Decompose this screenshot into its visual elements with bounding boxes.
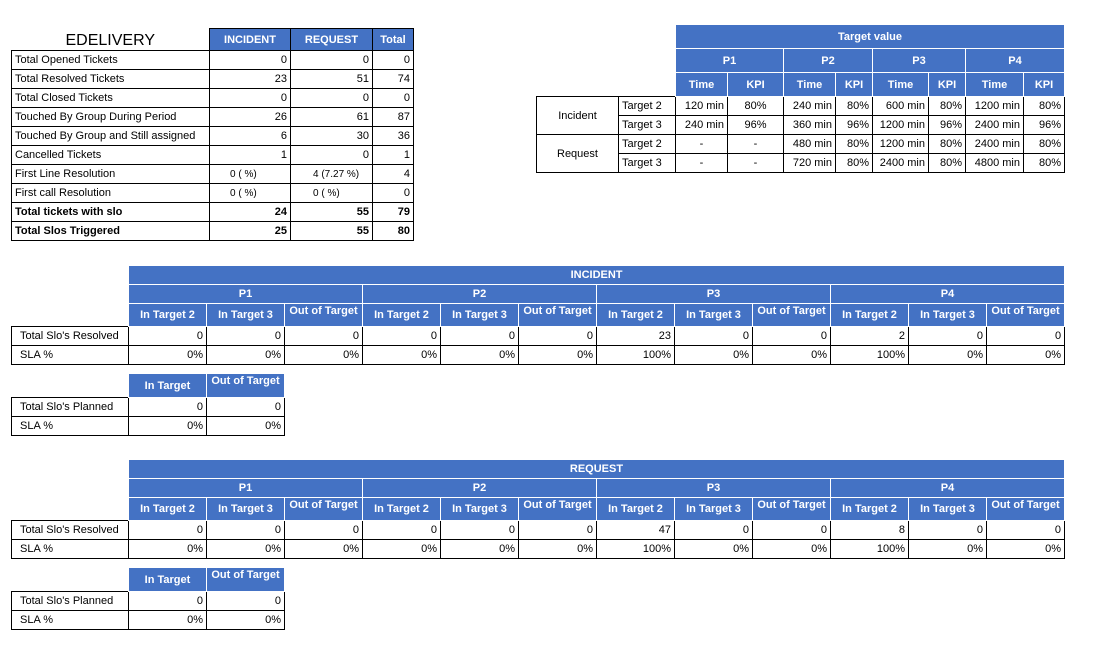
sla-table-request [11, 459, 1065, 559]
incident-value: 0 [210, 51, 291, 70]
target-kpi: 80% [728, 97, 784, 116]
sla-value: 0% [129, 346, 207, 365]
total-value: 0 [373, 89, 414, 108]
incident-value: 0 [210, 89, 291, 108]
kpi-header: KPI [1024, 73, 1065, 97]
resolved-value: 8 [831, 521, 909, 540]
request-value: 4 (7.27 %) [291, 165, 373, 184]
resolved-value: 0 [207, 327, 285, 346]
sla-subheader: Out of Target [987, 498, 1065, 521]
sla-subheader: In Target 2 [831, 304, 909, 327]
resolved-value: 47 [597, 521, 675, 540]
summary-row [12, 184, 414, 203]
sla-value: 100% [597, 540, 675, 559]
incident-value: 0 ( %) [210, 165, 291, 184]
resolved-value: 0 [519, 327, 597, 346]
sla-value: 100% [597, 346, 675, 365]
sla-subheader: Out of Target [987, 304, 1065, 327]
sla-priority-header: P2 [363, 285, 597, 304]
planned-sla-label: SLA % [12, 417, 129, 436]
header-total: Total [373, 29, 414, 51]
row-label: Total Slos Triggered [12, 222, 210, 241]
target-time: 2400 min [873, 154, 929, 173]
total-value: 79 [373, 203, 414, 222]
sla-subheader: In Target 2 [129, 304, 207, 327]
row-label: Total tickets with slo [12, 203, 210, 222]
resolved-value: 0 [207, 521, 285, 540]
target-blank [537, 73, 676, 97]
planned-sla-label: SLA % [12, 611, 129, 630]
planned-header: In Target [129, 568, 207, 592]
sla-value: 0% [753, 346, 831, 365]
resolved-value: 0 [441, 521, 519, 540]
sla-subheader: Out of Target [753, 498, 831, 521]
target-kpi: 80% [1024, 97, 1065, 116]
target-blank [537, 49, 676, 73]
target-kpi: 96% [728, 116, 784, 135]
target-title: Target value [676, 25, 1065, 49]
total-value: 36 [373, 127, 414, 146]
time-header: Time [873, 73, 929, 97]
kpi-header: KPI [728, 73, 784, 97]
target-level: Target 2 [619, 135, 676, 154]
request-value: 0 [291, 51, 373, 70]
planned-table-request [11, 567, 285, 630]
sla-blank [12, 498, 129, 521]
planned-header: Out of Target [207, 374, 285, 398]
resolved-value: 0 [987, 521, 1065, 540]
target-level: Target 3 [619, 116, 676, 135]
incident-value: 0 ( %) [210, 184, 291, 203]
sla-value: 0% [207, 346, 285, 365]
resolved-value: 2 [831, 327, 909, 346]
resolved-label: Total Slo's Resolved [12, 521, 129, 540]
sla-subheader: In Target 3 [441, 304, 519, 327]
resolved-value: 0 [129, 327, 207, 346]
total-value: 1 [373, 146, 414, 165]
planned-table-incident [11, 373, 285, 436]
sla-value: 100% [831, 346, 909, 365]
row-label: Cancelled Tickets [12, 146, 210, 165]
planned-sla-value: 0% [129, 611, 207, 630]
time-header: Time [966, 73, 1024, 97]
sla-blank [12, 285, 129, 304]
summary-row [12, 222, 414, 241]
header-incident: INCIDENT [210, 29, 291, 51]
row-label: Touched By Group During Period [12, 108, 210, 127]
sla-priority-header: P4 [831, 479, 1065, 498]
target-time: 240 min [784, 97, 836, 116]
target-kpi: 80% [929, 97, 966, 116]
report-title: EDELIVERY [65, 32, 156, 49]
header-request: REQUEST [291, 29, 373, 51]
sla-subheader: Out of Target [519, 498, 597, 521]
resolved-value: 0 [363, 327, 441, 346]
row-label: Total Resolved Tickets [12, 70, 210, 89]
sla-value: 100% [831, 540, 909, 559]
sla-value: 0% [909, 540, 987, 559]
sla-subheader: In Target 2 [363, 498, 441, 521]
incident-value: 26 [210, 108, 291, 127]
incident-value: 25 [210, 222, 291, 241]
target-kpi: 80% [836, 97, 873, 116]
total-value: 4 [373, 165, 414, 184]
row-label: Touched By Group and Still assigned [12, 127, 210, 146]
sla-label: SLA % [12, 346, 129, 365]
sla-subheader: Out of Target [753, 304, 831, 327]
target-group-label: Request [537, 135, 619, 173]
target-time: 1200 min [966, 97, 1024, 116]
sla-value: 0% [519, 346, 597, 365]
request-value: 30 [291, 127, 373, 146]
target-level: Target 3 [619, 154, 676, 173]
total-value: 80 [373, 222, 414, 241]
resolved-value: 0 [441, 327, 519, 346]
row-label: Total Closed Tickets [12, 89, 210, 108]
target-kpi: 80% [836, 135, 873, 154]
total-value: 74 [373, 70, 414, 89]
row-label: First call Resolution [12, 184, 210, 203]
sla-blank [12, 460, 129, 479]
sla-value: 0% [207, 540, 285, 559]
target-time: 720 min [784, 154, 836, 173]
summary-row [12, 203, 414, 222]
target-priority: P1 [676, 49, 784, 73]
target-kpi: 80% [1024, 154, 1065, 173]
target-kpi: 96% [1024, 116, 1065, 135]
planned-value: 0 [129, 398, 207, 417]
planned-value: 0 [129, 592, 207, 611]
sla-blank [12, 479, 129, 498]
sla-value: 0% [753, 540, 831, 559]
sla-value: 0% [285, 346, 363, 365]
sla-label: SLA % [12, 540, 129, 559]
resolved-label: Total Slo's Resolved [12, 327, 129, 346]
incident-value: 6 [210, 127, 291, 146]
summary-table [11, 28, 414, 241]
target-row [537, 97, 1065, 116]
target-priority: P2 [784, 49, 873, 73]
target-level: Target 2 [619, 97, 676, 116]
planned-label: Total Slo's Planned [12, 592, 129, 611]
kpi-header: KPI [836, 73, 873, 97]
target-time: - [676, 154, 728, 173]
incident-value: 23 [210, 70, 291, 89]
target-priority: P4 [966, 49, 1065, 73]
sla-value: 0% [909, 346, 987, 365]
planned-blank [12, 374, 129, 398]
sla-subheader: In Target 2 [597, 498, 675, 521]
sla-priority-header: P2 [363, 479, 597, 498]
sla-subheader: Out of Target [285, 498, 363, 521]
sla-value: 0% [363, 346, 441, 365]
resolved-value: 0 [675, 327, 753, 346]
incident-value: 1 [210, 146, 291, 165]
sla-priority-header: P1 [129, 479, 363, 498]
planned-sla-value: 0% [207, 611, 285, 630]
planned-header: In Target [129, 374, 207, 398]
target-time: 1200 min [873, 116, 929, 135]
resolved-value: 0 [363, 521, 441, 540]
resolved-value: 0 [753, 521, 831, 540]
sla-priority-header: P3 [597, 285, 831, 304]
time-header: Time [676, 73, 728, 97]
target-time: 600 min [873, 97, 929, 116]
summary-row [12, 89, 414, 108]
sla-subheader: In Target 3 [909, 304, 987, 327]
sla-value: 0% [441, 540, 519, 559]
sla-subheader: In Target 3 [675, 304, 753, 327]
sla-subheader: In Target 2 [597, 304, 675, 327]
resolved-value: 23 [597, 327, 675, 346]
resolved-value: 0 [519, 521, 597, 540]
request-value: 55 [291, 222, 373, 241]
total-value: 87 [373, 108, 414, 127]
summary-row [12, 51, 414, 70]
target-time: 480 min [784, 135, 836, 154]
sla-priority-header: P3 [597, 479, 831, 498]
target-kpi: 80% [1024, 135, 1065, 154]
sla-subheader: In Target 2 [363, 304, 441, 327]
sla-value: 0% [987, 346, 1065, 365]
target-time: 120 min [676, 97, 728, 116]
resolved-value: 0 [675, 521, 753, 540]
sla-subheader: In Target 2 [831, 498, 909, 521]
request-value: 0 ( %) [291, 184, 373, 203]
sla-value: 0% [675, 540, 753, 559]
summary-row [12, 108, 414, 127]
target-time: 2400 min [966, 116, 1024, 135]
target-time: 1200 min [873, 135, 929, 154]
target-time: 360 min [784, 116, 836, 135]
target-priority: P3 [873, 49, 966, 73]
resolved-value: 0 [285, 521, 363, 540]
sla-value: 0% [987, 540, 1065, 559]
planned-value: 0 [207, 592, 285, 611]
target-time: 240 min [676, 116, 728, 135]
resolved-value: 0 [909, 327, 987, 346]
total-value: 0 [373, 184, 414, 203]
row-label: Total Opened Tickets [12, 51, 210, 70]
planned-value: 0 [207, 398, 285, 417]
target-blank [537, 25, 676, 49]
target-time: - [676, 135, 728, 154]
kpi-header: KPI [929, 73, 966, 97]
target-time: 2400 min [966, 135, 1024, 154]
sla-value: 0% [675, 346, 753, 365]
planned-blank [12, 568, 129, 592]
resolved-value: 0 [909, 521, 987, 540]
sla-subheader: Out of Target [285, 304, 363, 327]
target-value-table [536, 24, 1065, 173]
summary-row [12, 146, 414, 165]
sla-value: 0% [363, 540, 441, 559]
summary-row [12, 127, 414, 146]
request-value: 51 [291, 70, 373, 89]
request-value: 0 [291, 146, 373, 165]
target-time: 4800 min [966, 154, 1024, 173]
sla-value: 0% [285, 540, 363, 559]
sla-section-title: INCIDENT [129, 266, 1065, 285]
sla-subheader: Out of Target [519, 304, 597, 327]
sla-blank [12, 266, 129, 285]
target-kpi: - [728, 154, 784, 173]
target-group-label: Incident [537, 97, 619, 135]
target-row [537, 135, 1065, 154]
target-kpi: 96% [836, 116, 873, 135]
target-kpi: - [728, 135, 784, 154]
request-value: 0 [291, 89, 373, 108]
request-value: 61 [291, 108, 373, 127]
target-kpi: 80% [836, 154, 873, 173]
target-kpi: 96% [929, 116, 966, 135]
sla-subheader: In Target 3 [207, 498, 285, 521]
sla-blank [12, 304, 129, 327]
planned-header: Out of Target [207, 568, 285, 592]
time-header: Time [784, 73, 836, 97]
summary-row [12, 70, 414, 89]
planned-sla-value: 0% [207, 417, 285, 436]
resolved-value: 0 [129, 521, 207, 540]
incident-value: 24 [210, 203, 291, 222]
planned-label: Total Slo's Planned [12, 398, 129, 417]
sla-table-incident [11, 265, 1065, 365]
summary-row [12, 165, 414, 184]
sla-priority-header: P1 [129, 285, 363, 304]
sla-subheader: In Target 3 [441, 498, 519, 521]
target-kpi: 80% [929, 135, 966, 154]
resolved-value: 0 [285, 327, 363, 346]
target-kpi: 80% [929, 154, 966, 173]
sla-priority-header: P4 [831, 285, 1065, 304]
sla-value: 0% [441, 346, 519, 365]
sla-value: 0% [129, 540, 207, 559]
sla-value: 0% [519, 540, 597, 559]
resolved-value: 0 [753, 327, 831, 346]
total-value: 0 [373, 51, 414, 70]
sla-section-title: REQUEST [129, 460, 1065, 479]
request-value: 55 [291, 203, 373, 222]
sla-subheader: In Target 3 [675, 498, 753, 521]
sla-subheader: In Target 3 [909, 498, 987, 521]
sla-subheader: In Target 3 [207, 304, 285, 327]
sla-subheader: In Target 2 [129, 498, 207, 521]
resolved-value: 0 [987, 327, 1065, 346]
planned-sla-value: 0% [129, 417, 207, 436]
row-label: First Line Resolution [12, 165, 210, 184]
